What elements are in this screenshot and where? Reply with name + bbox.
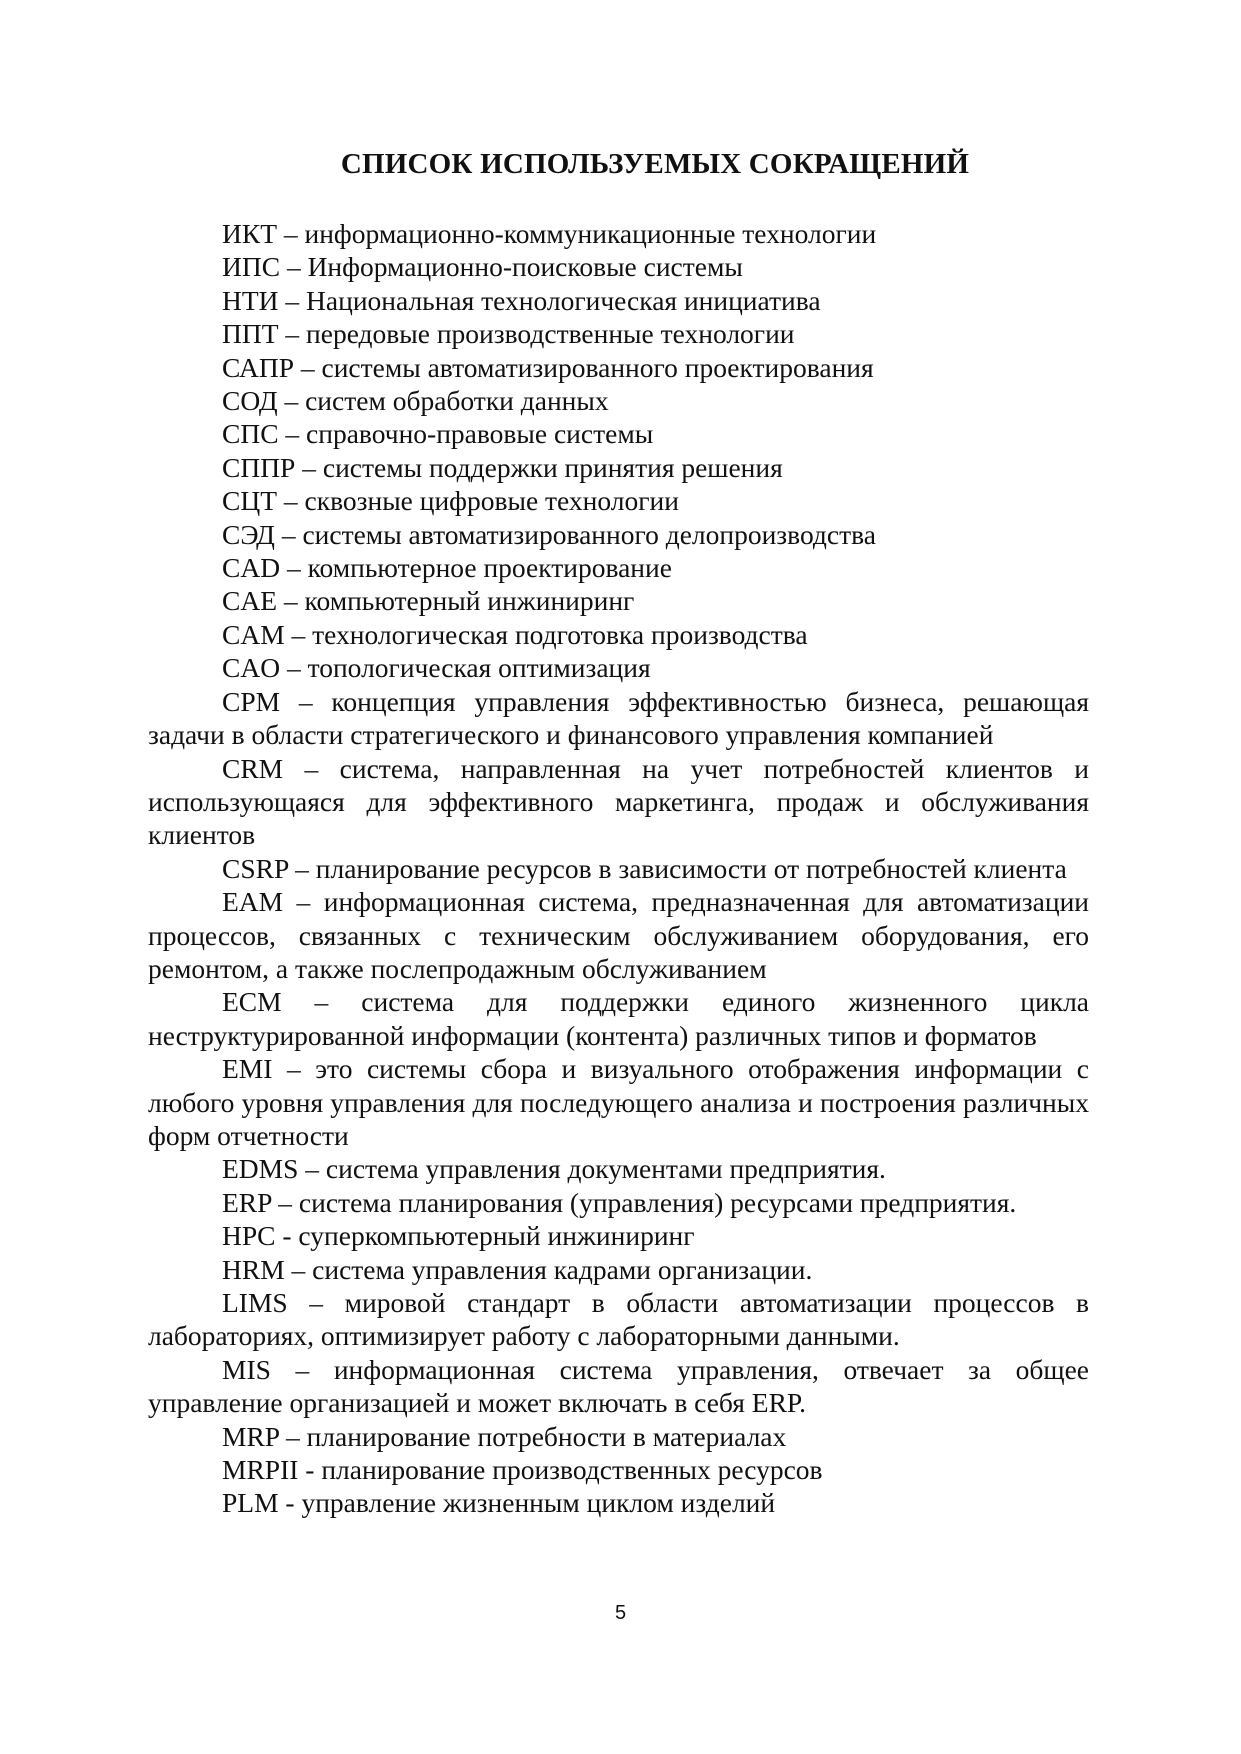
separator: –	[295, 451, 323, 483]
list-item	[148, 217, 1089, 250]
abbreviation: СОД	[222, 385, 278, 417]
definition: управление жизненным циклом изделий	[301, 1487, 776, 1519]
definition: система для поддержки единого жизненного цикла неструктурированной информации (контента) различных типов и форматов	[148, 986, 1089, 1051]
list-item	[148, 584, 1089, 617]
separator: –	[294, 351, 322, 383]
separator: –	[283, 752, 340, 784]
separator: –	[277, 485, 305, 517]
abbreviation: CAM	[222, 618, 285, 650]
abbreviation: СППР	[222, 451, 296, 483]
list-item	[148, 451, 1089, 484]
definition: суперкомпьютерный инжиниринг	[298, 1220, 695, 1252]
abbreviation-list	[148, 217, 1089, 1520]
definition: компьютерное проектирование	[307, 552, 672, 584]
separator: –	[278, 318, 307, 350]
definition: системы поддержки принятия решения	[322, 451, 783, 483]
abbreviation: EAM	[222, 886, 284, 918]
abbreviation: EMI	[222, 1053, 273, 1085]
separator: –	[288, 852, 316, 884]
separator: –	[278, 418, 307, 450]
list-item	[148, 885, 1089, 985]
list-item	[148, 1420, 1089, 1453]
list-item	[148, 852, 1089, 885]
separator: –	[278, 284, 307, 316]
abbreviation: СПС	[222, 418, 279, 450]
definition: системы автоматизированного проектирования	[321, 351, 874, 383]
abbreviation: CAO	[222, 652, 281, 684]
abbreviation: ИКТ	[222, 218, 277, 249]
list-item	[148, 618, 1089, 651]
separator: –	[298, 1153, 326, 1185]
abbreviation: PLM	[222, 1487, 279, 1519]
definition: компьютерный инжиниринг	[304, 585, 635, 617]
abbreviation: HPC	[222, 1220, 276, 1252]
separator: –	[283, 886, 324, 918]
separator: –	[284, 618, 313, 650]
definition: система управления кадрами организации.	[312, 1253, 813, 1285]
abbreviation: EDMS	[222, 1153, 299, 1185]
separator: –	[279, 1420, 307, 1452]
abbreviation: ППТ	[222, 318, 279, 350]
separator: -	[298, 1454, 322, 1486]
abbreviation: CAD	[222, 552, 281, 584]
list-item	[148, 551, 1089, 584]
abbreviation: CAE	[222, 585, 277, 617]
abbreviation: ECM	[222, 986, 282, 1018]
definition: систем обработки данных	[305, 385, 609, 417]
list-item	[148, 1353, 1089, 1420]
separator: -	[275, 1220, 299, 1252]
list-item	[148, 484, 1089, 517]
definition: информационно-коммуникационные технологии	[304, 218, 877, 249]
abbreviation: LIMS	[222, 1287, 288, 1318]
abbreviation: СЭД	[222, 518, 275, 550]
list-item	[148, 1186, 1089, 1219]
separator: –	[277, 385, 306, 417]
abbreviation: СЦТ	[222, 485, 277, 517]
list-item	[148, 351, 1089, 384]
definition: мировой стандарт в области автоматизации процессов в лабораториях, оптимизирует работу с лабораторными данными.	[148, 1287, 1089, 1352]
definition: сквозные цифровые технологии	[304, 485, 679, 517]
definition: система управления документами предприятия.	[325, 1153, 886, 1185]
separator: –	[274, 518, 303, 550]
separator: –	[270, 1353, 334, 1385]
list-item	[148, 250, 1089, 283]
definition: Национальная технологическая инициатива	[306, 284, 821, 316]
separator: –	[277, 585, 305, 617]
abbreviation: ИПС	[222, 251, 281, 283]
separator: –	[281, 986, 362, 1018]
definition: система, направленная на учет потребностей клиентов и использующаяся для эффективного маркетинга, продаж и обслуживания клиентов	[148, 752, 1089, 851]
list-item	[148, 1286, 1089, 1353]
separator: –	[280, 251, 308, 283]
separator: –	[280, 652, 308, 684]
abbreviation: CSRP	[222, 852, 289, 884]
list-item	[148, 384, 1089, 417]
list-item	[148, 1253, 1089, 1286]
list-item	[148, 518, 1089, 551]
abbreviation: MRP	[222, 1420, 280, 1452]
abbreviation: ERP	[222, 1186, 272, 1218]
list-item	[148, 685, 1089, 752]
separator: –	[277, 218, 305, 249]
separator: -	[278, 1487, 302, 1519]
definition: планирование потребности в материалах	[306, 1420, 787, 1452]
page-title: СПИСОК ИСПОЛЬЗУЕМЫХ СОКРАЩЕНИЙ	[340, 148, 970, 180]
page-number: 5	[614, 1602, 627, 1624]
definition: это системы сбора и визуального отображения информации с любого уровня управления для последующего анализа и построения различных форм отчетности	[148, 1053, 1090, 1151]
list-item	[148, 317, 1089, 350]
definition: передовые производственные технологии	[306, 318, 795, 350]
definition: топологическая оптимизация	[307, 652, 651, 684]
definition: планирование производственных ресурсов	[321, 1454, 823, 1486]
separator: –	[271, 1186, 299, 1218]
definition: справочно-правовые системы	[306, 418, 654, 450]
abbreviation: CRM	[222, 752, 284, 784]
definition: планирование ресурсов в зависимости от потребностей клиента	[315, 852, 1067, 884]
list-item	[148, 1219, 1089, 1252]
separator: –	[284, 1253, 313, 1285]
list-item	[148, 985, 1089, 1052]
separator: –	[287, 1287, 345, 1318]
abbreviation: CPM	[222, 685, 281, 717]
definition: концепция управления эффективностью бизнеса, решающая задачи в области стратегического и финансового управления компанией	[148, 685, 1089, 751]
abbreviation: САПР	[222, 351, 294, 383]
list-item	[148, 1453, 1089, 1486]
definition: информационная система управления, отвечает за общее управление организацией и может включать в себя ERP.	[148, 1353, 1090, 1419]
definition: система планирования (управления) ресурсами предприятия.	[298, 1186, 1017, 1218]
definition: Информационно-поисковые системы	[307, 251, 743, 283]
abbreviation: HRM	[222, 1253, 285, 1285]
list-item	[148, 752, 1089, 852]
definition: системы автоматизированного делопроизводства	[302, 518, 876, 550]
abbreviation: MIS	[222, 1353, 271, 1385]
separator: –	[272, 1053, 316, 1085]
abbreviation: MRPII	[222, 1454, 299, 1486]
definition: технологическая подготовка производства	[312, 618, 808, 650]
definition: информационная система, предназначенная для автоматизации процессов, связанных с техническим обслуживанием оборудования, его ремонтом, а также послепродажным обслуживанием	[148, 886, 1090, 984]
abbreviation: НТИ	[222, 284, 279, 316]
list-item	[148, 1052, 1089, 1152]
list-item	[148, 1486, 1089, 1519]
list-item	[148, 417, 1089, 450]
list-item	[148, 284, 1089, 317]
separator: –	[280, 685, 332, 717]
list-item	[148, 1152, 1089, 1185]
separator: –	[280, 552, 308, 584]
list-item	[148, 651, 1089, 684]
